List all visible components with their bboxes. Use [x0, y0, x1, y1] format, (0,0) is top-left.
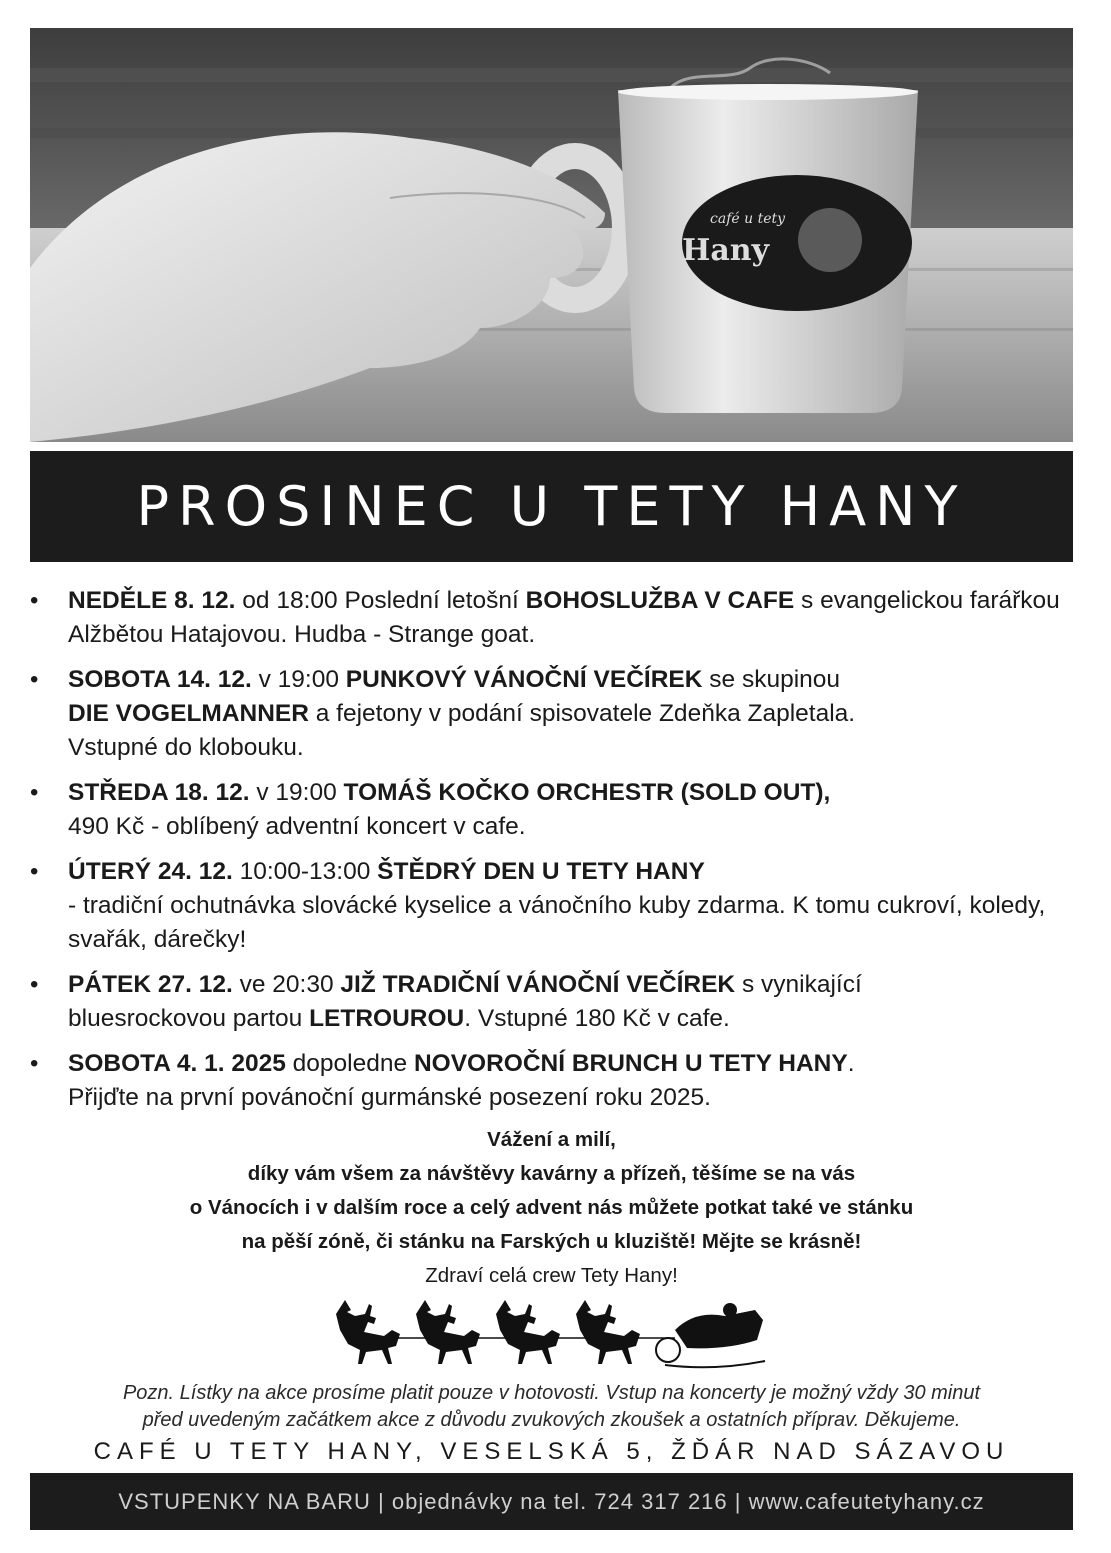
address: CAFÉ U TETY HANY, VESELSKÁ 5, ŽĎÁR NAD SÁZAVOU — [93, 1438, 1010, 1465]
event-text: se skupinou — [702, 666, 841, 693]
event-date: NEDĚLE 8. 12. — [68, 587, 236, 614]
event-text: bluesrockovou partou — [68, 1005, 310, 1032]
event-text: dopoledne — [285, 1050, 414, 1077]
note — [30, 1380, 1073, 1434]
coffee-cup-illustration — [30, 28, 1073, 442]
greeting-signature: Zdraví celá crew Tety Hany! — [425, 1264, 678, 1287]
event-item — [30, 663, 1080, 765]
note-line: před uvedeným začátkem akce z důvodu zvukových zkoušek a ostatních příprav. Děkujeme. — [142, 1409, 961, 1431]
event-text: - tradiční ochutnávka slovácké kyselice a vánočního kuby zdarma. K tomu cukroví, koledy, svařák, dárečky! — [68, 892, 1046, 953]
logo-big-text: Hany — [682, 233, 770, 268]
event-highlight: BOHOSLUŽBA V CAFE — [525, 587, 795, 614]
event-item — [30, 1047, 1080, 1115]
event-text: ve 20:30 — [232, 971, 341, 998]
event-highlight: LETROUROU — [309, 1005, 465, 1032]
event-highlight: TOMÁŠ KOČKO ORCHESTR (SOLD OUT), — [343, 779, 831, 806]
event-text: v 19:00 — [249, 779, 344, 806]
greeting — [30, 1123, 1073, 1293]
event-item — [30, 968, 1080, 1036]
event-text: a fejetony v podání spisovatele Zdeňka Zapletala. — [308, 700, 856, 727]
greeting-line: o Vánocích i v dalším roce a celý advent nás můžete potkat také ve stánku — [189, 1196, 914, 1219]
event-highlight: NOVOROČNÍ BRUNCH U TETY HANY — [413, 1050, 848, 1077]
event-list — [30, 584, 1080, 1126]
greeting-line: díky vám všem za návštěvy kavárny a přízeň, těšíme se na vás — [247, 1162, 856, 1185]
greeting-line: na pěší zóně, či stánku na Farských u kluziště! Mějte se krásně! — [241, 1230, 862, 1253]
event-date: STŘEDA 18. 12. — [68, 779, 250, 806]
event-date: PÁTEK 27. 12. — [68, 971, 233, 998]
event-text: . Vstupné 180 Kč v cafe. — [464, 1005, 730, 1032]
page-title: PROSINEC U TETY HANY — [136, 475, 967, 538]
event-text: Vstupné do klobouku. — [68, 734, 304, 761]
header-photo — [30, 28, 1073, 442]
logo-small-text: café u tety — [710, 211, 786, 227]
title-bar — [30, 451, 1073, 562]
note-line: Pozn. Lístky na akce prosíme platit pouze v hotovosti. Vstup na koncerty je možný vždy 30 minut — [122, 1382, 981, 1404]
event-item — [30, 855, 1080, 957]
reindeer-sleigh-icon — [335, 1290, 775, 1374]
event-highlight: PUNKOVÝ VÁNOČNÍ VEČÍREK — [345, 666, 703, 693]
event-text: v 19:00 — [251, 666, 346, 693]
greeting-line: Vážení a milí, — [487, 1128, 616, 1151]
event-date: SOBOTA 4. 1. 2025 — [68, 1050, 286, 1077]
footer-bar — [30, 1473, 1073, 1530]
event-text: 10:00-13:00 — [232, 858, 378, 885]
event-highlight: JIŽ TRADIČNÍ VÁNOČNÍ VEČÍREK — [340, 971, 736, 998]
event-text: 490 Kč - oblíbený adventní koncert v cafe. — [68, 813, 526, 840]
event-date: SOBOTA 14. 12. — [68, 666, 252, 693]
event-item — [30, 584, 1080, 652]
event-text: od 18:00 Poslední letošní — [235, 587, 526, 614]
event-text: Přijďte na první povánoční gurmánské posezení roku 2025. — [68, 1084, 711, 1111]
event-date: ÚTERÝ 24. 12. — [68, 858, 233, 885]
event-text: . — [847, 1050, 855, 1077]
event-highlight: DIE VOGELMANNER — [68, 700, 309, 727]
footer-text: VSTUPENKY NA BARU | objednávky na tel. 724 317 216 | www.cafeutetyhany.cz — [118, 1488, 985, 1514]
event-text: s vynikající — [735, 971, 862, 998]
event-text: s evangelickou farářkou Alžbětou Hatajovou. Hudba - Strange goat. — [68, 587, 1060, 648]
event-highlight: ŠTĚDRÝ DEN U TETY HANY — [377, 858, 705, 885]
event-item — [30, 776, 1080, 844]
